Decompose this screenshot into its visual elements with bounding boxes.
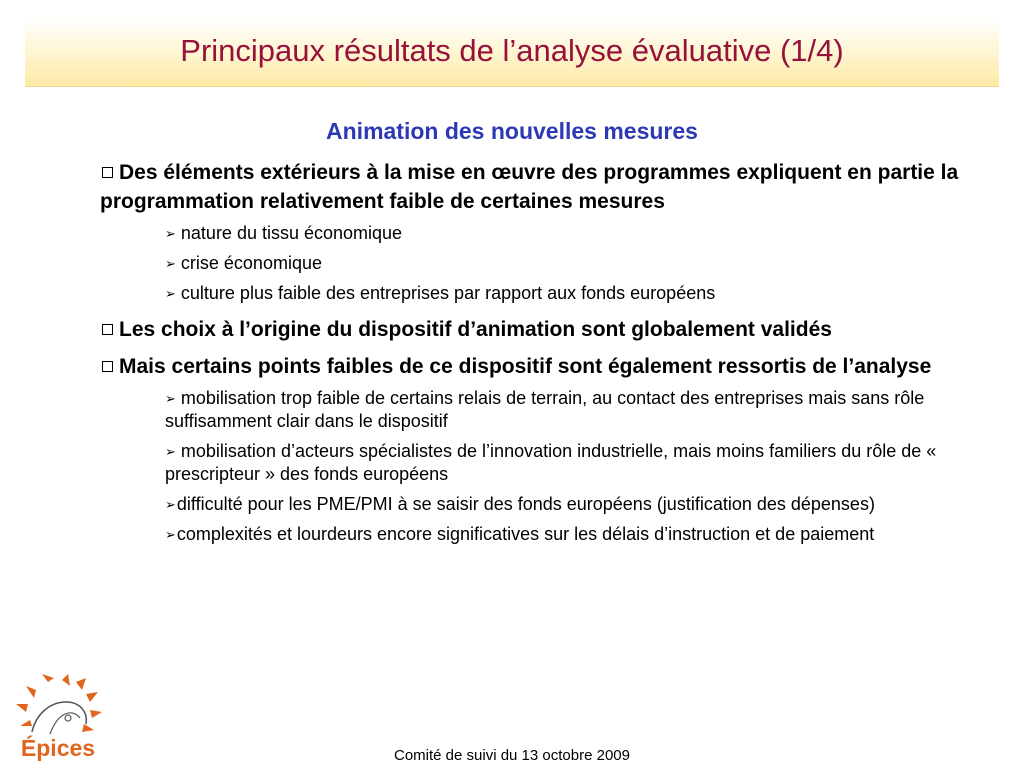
title-band (25, 18, 999, 87)
arrow-bullet-icon: ➢ (165, 527, 176, 542)
sub-bullet-text: culture plus faible des entreprises par rapport aux fonds européens (180, 283, 716, 303)
arrow-bullet-icon: ➢ (165, 497, 176, 512)
bullet-2 (100, 315, 980, 344)
bullet-1-text: Des éléments extérieurs à la mise en œuvre des programmes expliquent en partie la programmation relativement faible de certaines mesures (100, 161, 959, 213)
sub-bullet (100, 222, 980, 245)
arrow-bullet-icon: ➢ (165, 444, 176, 459)
sub-bullet-text: mobilisation trop faible de certains relais de terrain, au contact des entreprises mais sans rôle suffisamment clair dans le dispositif (165, 388, 925, 431)
section-title: Animation des nouvelles mesures (326, 118, 698, 144)
bullet-1-subitems (100, 222, 980, 305)
square-bullet-icon (102, 361, 113, 372)
sub-bullet (100, 387, 980, 433)
arrow-bullet-icon: ➢ (165, 226, 176, 241)
sub-bullet-text: nature du tissu économique (180, 223, 403, 243)
arrow-bullet-icon: ➢ (165, 391, 176, 406)
square-bullet-icon (102, 324, 113, 335)
sub-bullet (100, 440, 980, 486)
sub-bullet-text: difficulté pour les PME/PMI à se saisir des fonds européens (justification des dépenses) (176, 494, 875, 514)
slide-content (100, 158, 980, 556)
square-bullet-icon (102, 167, 113, 178)
sub-bullet-text: complexités et lourdeurs encore significatives sur les délais d’instruction et de paiement (176, 524, 875, 544)
footer-text: Comité de suivi du 13 octobre 2009 (394, 747, 630, 764)
bullet-1 (100, 158, 980, 216)
bullet-3-subitems (100, 387, 980, 546)
arrow-bullet-icon: ➢ (165, 286, 176, 301)
sub-bullet (100, 493, 980, 516)
bullet-3 (100, 352, 980, 381)
bullet-2-text: Les choix à l’origine du dispositif d’animation sont globalement validés (119, 318, 832, 341)
slide-title: Principaux résultats de l’analyse évaluative (1/4) (180, 33, 844, 68)
sub-bullet (100, 282, 980, 305)
bullet-3-text: Mais certains points faibles de ce dispositif sont également ressortis de l’analyse (119, 355, 932, 378)
sub-bullet-text: mobilisation d’acteurs spécialistes de l’innovation industrielle, mais moins familiers du rôle de « prescripteur » des fonds européens (165, 441, 937, 484)
sub-bullet-text: crise économique (180, 253, 322, 273)
sub-bullet (100, 252, 980, 275)
sub-bullet (100, 523, 980, 546)
arrow-bullet-icon: ➢ (165, 256, 176, 271)
logo-text: Épices (20, 735, 96, 761)
